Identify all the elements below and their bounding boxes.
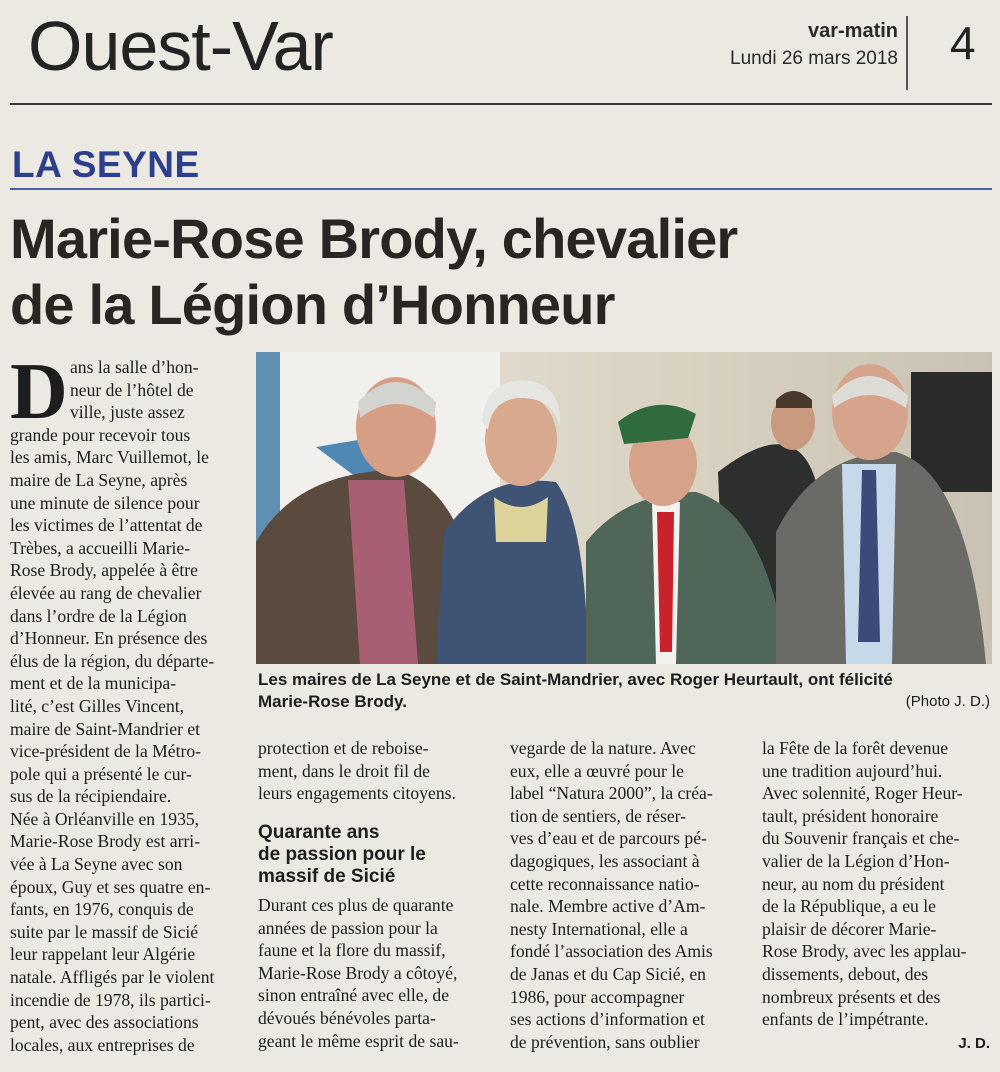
subheading-line: Quarante ans [258, 822, 380, 843]
body-line: nesty International, elle a [510, 918, 688, 939]
body-line: 1986, pour accompagner [510, 986, 685, 1007]
body-line: cette reconnaissance natio- [510, 873, 700, 894]
body-line: de la République, a eu le [762, 896, 936, 917]
body-line: enfants de l’impétrante. [762, 1009, 929, 1030]
article-photo [256, 352, 992, 664]
body-line: faune et la flore du massif, [258, 940, 446, 961]
body-line: lité, c’est Gilles Vincent, [10, 695, 185, 716]
body-line: une minute de silence pour [10, 492, 200, 513]
photo-illustration [256, 352, 992, 664]
masthead-divider [906, 16, 908, 90]
body-line: dans l’ordre de la Légion [10, 605, 187, 626]
body-line: grande pour recevoir tous [10, 424, 191, 445]
body-line: incendie de 1978, ils partici- [10, 989, 211, 1010]
body-line: élus de la région, du départe- [10, 650, 215, 671]
body-line: leur rappelant leur Algérie [10, 944, 196, 965]
rubric-rule [10, 188, 992, 190]
body-line: pent, avec des associations [10, 1012, 199, 1033]
body-line: une tradition aujourd’hui. [762, 760, 943, 781]
body-line: sus de la récipiendaire. [10, 786, 172, 807]
body-line: Rose Brody, avec les applau- [762, 941, 967, 962]
publication-date: Lundi 26 mars 2018 [730, 48, 898, 69]
body-line: natale. Affligés par le violent [10, 967, 215, 988]
body-line: label “Natura 2000”, la créa- [510, 783, 713, 804]
body-line: dévoués bénévoles parta- [258, 1007, 436, 1028]
caption-line-2: Marie-Rose Brody. [258, 692, 407, 711]
body-line: Rose Brody, appelée à être [10, 560, 198, 581]
subheading [258, 822, 494, 888]
body-line: ses actions d’information et [510, 1009, 705, 1030]
body-line: les victimes de l’attentat de [10, 515, 203, 536]
body-line: vegarde de la nature. Avec [510, 738, 696, 758]
subheading-line: massif de Sicié [258, 866, 396, 887]
body-line: dagogiques, les associant à [510, 850, 700, 871]
body-line: ment, dans le droit fil de [258, 760, 430, 781]
photo-credit: (Photo J. D.) [905, 693, 990, 710]
body-line: la Fête de la forêt devenue [762, 738, 949, 758]
body-line: dissements, debout, des [762, 963, 929, 984]
body-line: leurs engagements citoyens. [258, 783, 456, 804]
body-line: nale. Membre active d’Am- [510, 896, 706, 917]
body-line: du Souvenir français et che- [762, 828, 960, 849]
article-column-1 [10, 356, 242, 1056]
body-line: maire de Saint-Mandrier et [10, 718, 201, 739]
body-line: fants, en 1976, conquis de [10, 899, 194, 920]
body-line: eux, elle a œuvré pour le [510, 760, 684, 781]
body-line: Marie-Rose Brody a côtoyé, [258, 962, 458, 983]
body-line: d’Honneur. En présence des [10, 628, 208, 649]
body-line: Trèbes, a accueilli Marie- [10, 537, 191, 558]
headline-line-1: Marie-Rose Brody, chevalier [10, 207, 738, 270]
body-line: ville, juste assez [70, 402, 185, 423]
headline-line-2: de la Légion d’Honneur [10, 273, 615, 336]
page-number: 4 [950, 17, 976, 69]
body-line: Marie-Rose Brody est arri- [10, 831, 201, 852]
author-signature: J. D. [958, 1035, 990, 1052]
newspaper-name: var-matin [807, 20, 898, 42]
article-column-3 [510, 737, 746, 1053]
body-line: pole qui a présenté le cur- [10, 763, 192, 784]
body-line: nombreux présents et des [762, 986, 941, 1007]
section-title: Ouest-Var [28, 7, 333, 85]
body-line: de Janas et du Cap Sicié, en [510, 963, 706, 984]
body-line: locales, aux entreprises de [10, 1034, 195, 1055]
body-line: époux, Guy et ses quatre en- [10, 876, 211, 897]
body-line: suite par le massif de Sicié [10, 921, 199, 942]
body-line: ment et de la municipa- [10, 673, 177, 694]
body-line: neur de l’hôtel de [70, 379, 194, 400]
article-column-2-top [258, 737, 494, 805]
body-line: Durant ces plus de quarante [258, 895, 454, 915]
body-line: sinon entraîné avec elle, de [258, 985, 449, 1006]
rubric-label: LA SEYNE [12, 144, 200, 185]
body-line: protection et de reboise- [258, 738, 429, 758]
body-line: fondé l’association des Amis [510, 941, 713, 962]
body-line: élevée au rang de chevalier [10, 582, 202, 603]
body-line: neur, au nom du président [762, 873, 945, 894]
body-line: ves d’eau et de parcours pé- [510, 828, 707, 849]
body-line: tion de sentiers, de réser- [510, 805, 687, 826]
body-line: Avec solennité, Roger Heur- [762, 783, 963, 804]
headline [10, 206, 990, 338]
subheading-line: de passion pour le [258, 844, 426, 865]
body-line: les amis, Marc Vuillemot, le [10, 447, 209, 468]
masthead [0, 0, 1000, 100]
body-line: geant le même esprit de sau- [258, 1030, 459, 1051]
body-line: années de passion pour la [258, 917, 438, 938]
caption-line-1: Les maires de La Seyne et de Saint-Mandrier, avec Roger Heurtault, ont félicité [258, 670, 893, 689]
body-line: de prévention, sans oublier [510, 1031, 700, 1052]
body-line: maire de La Seyne, après [10, 469, 188, 490]
body-line: valier de la Légion d’Hon- [762, 850, 950, 871]
article-column-2-bottom [258, 894, 494, 1052]
drop-cap: D [10, 348, 68, 436]
body-line: Née à Orléanville en 1935, [10, 808, 200, 829]
body-line: tault, président honoraire [762, 805, 939, 826]
body-line: ans la salle d’hon- [70, 357, 199, 377]
article-column-4 [762, 737, 992, 1031]
photo-caption [258, 669, 993, 713]
body-line: plaisir de décorer Marie- [762, 918, 937, 939]
body-line: vice-président de la Métro- [10, 741, 202, 762]
body-line: vée à La Seyne avec son [10, 854, 183, 875]
masthead-rule [10, 103, 992, 105]
